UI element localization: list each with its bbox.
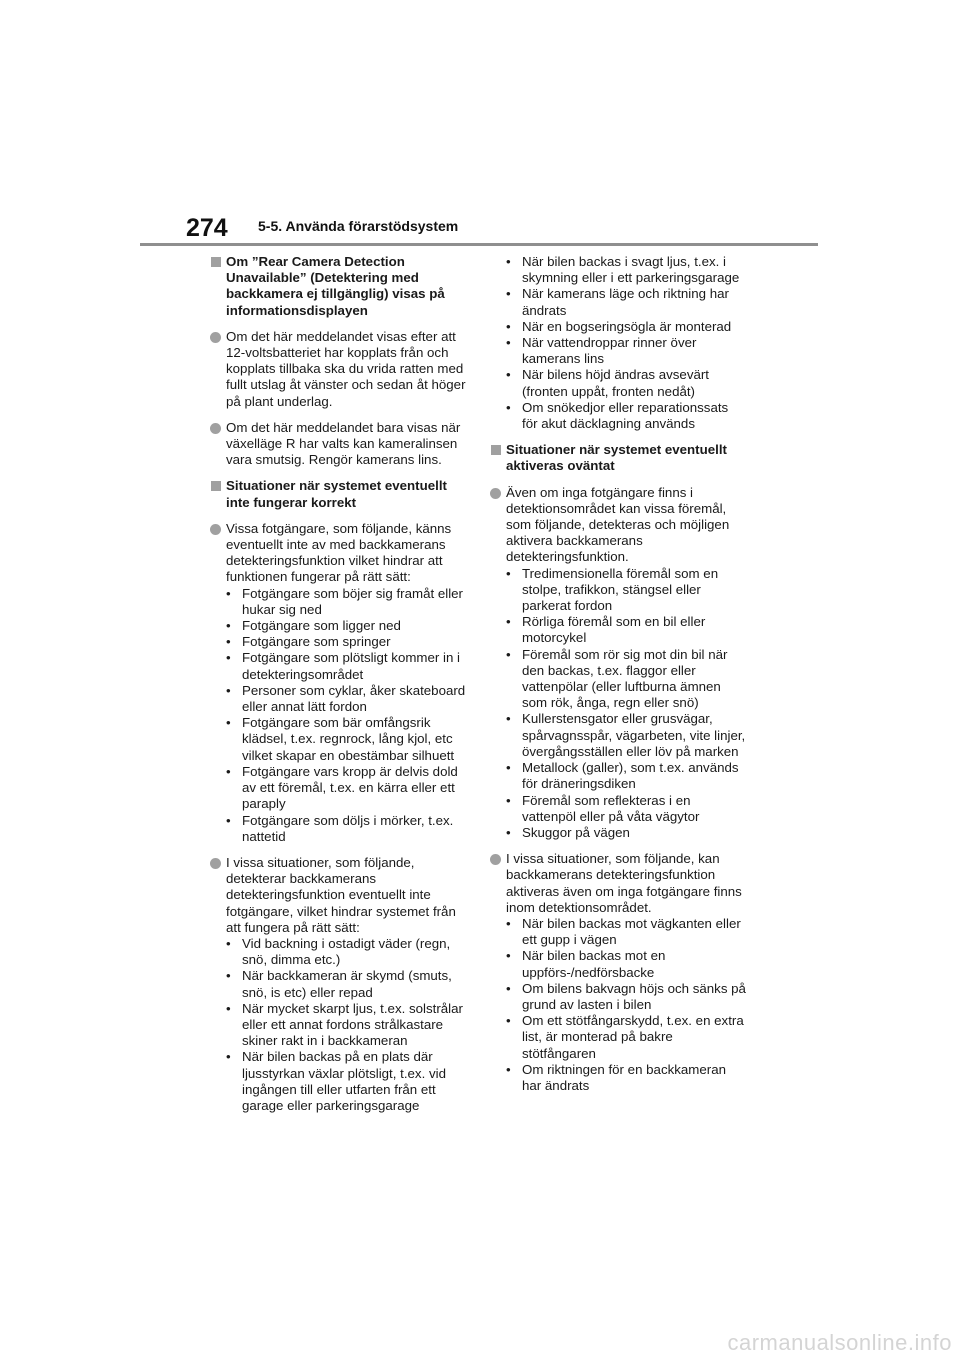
dot-icon: • bbox=[506, 614, 511, 630]
list-item: • Fotgängare som plötsligt kommer in i detekteringsområdet bbox=[226, 650, 461, 682]
dot-icon: • bbox=[506, 824, 511, 840]
list-item: • När vattendroppar rinner över kamerans lins bbox=[506, 335, 697, 367]
dot-icon: • bbox=[506, 286, 511, 302]
circle-bullet-icon bbox=[490, 854, 501, 865]
list-item: • Vid backning i ostadigt väder (regn, snö, dimma etc.) bbox=[226, 935, 451, 968]
list-item: • När bilen backas i svagt ljus, t.ex. i skymning eller i ett parkeringsgarage bbox=[506, 254, 740, 286]
list-item: • När bilens höjd ändras avsevärt (fronten uppåt, fronten nedåt) bbox=[506, 367, 709, 399]
square-bullet-icon bbox=[211, 257, 221, 267]
dot-icon: • bbox=[226, 618, 231, 634]
dot-icon: • bbox=[506, 980, 511, 996]
list-item: • Kullerstensgator eller grusvägar, spårvagnsspår, vägarbeten, vite linjer, övergångsställen eller löv på marken bbox=[506, 711, 746, 759]
list-item: • Fotgängare vars kropp är delvis dold av ett föremål, t.ex. en kärra eller ett paraply bbox=[226, 763, 458, 812]
dot-icon: • bbox=[226, 715, 231, 731]
section-heading: Om ”Rear Camera Detection Unavailable” (Detektering med backkamera ej tillgänglig) visas på informationsdisplayen bbox=[210, 254, 466, 319]
dot-icon: • bbox=[226, 682, 231, 698]
dot-icon: • bbox=[506, 565, 511, 581]
section-heading: Situationer när systemet eventuellt inte fungerar korrekt bbox=[210, 478, 466, 510]
circle-bullet-icon bbox=[210, 332, 221, 343]
paragraph: Om det här meddelandet bara visas när växelläge R har valts kan kameralinsen vara smutsig. Rengör kamerans lins. bbox=[210, 420, 466, 469]
watermark: carmanualsonline.info bbox=[727, 1330, 952, 1355]
section-title: 5-5. Använda förarstödsystem bbox=[258, 218, 459, 234]
page-number: 274 bbox=[186, 214, 228, 242]
dot-icon: • bbox=[506, 711, 511, 727]
list-item: • Om bilens bakvagn höjs och sänks på grund av lasten i bilen bbox=[506, 980, 746, 1012]
list-item: • När backkameran är skymd (smuts, snö, is etc) eller repad bbox=[226, 968, 452, 1000]
dot-icon: • bbox=[226, 650, 231, 666]
dot-icon: • bbox=[506, 399, 511, 415]
list-item: • Skuggor på vägen bbox=[506, 824, 630, 840]
dot-icon: • bbox=[226, 968, 231, 984]
list-item: • Fotgängare som döljs i mörker, t.ex. nattetid bbox=[226, 812, 454, 844]
list-item: • Tredimensionella föremål som en stolpe, trafikkon, stängsel eller parkerat fordon bbox=[506, 565, 719, 614]
list-item: • När bilen backas på en plats där ljusstyrkan växlar plötsligt, t.ex. vid ingången till eller utfarten från ett garage eller parkeringsgarage bbox=[226, 1049, 446, 1113]
dot-icon: • bbox=[226, 935, 231, 951]
dot-icon: • bbox=[226, 812, 231, 828]
dot-icon: • bbox=[506, 792, 511, 808]
list-item: • Om ett stötfångarskydd, t.ex. en extra list, är monterad på bakre stötfångaren bbox=[506, 1013, 744, 1061]
circle-bullet-icon bbox=[490, 488, 501, 499]
dot-icon: • bbox=[226, 1000, 231, 1016]
dot-icon: • bbox=[226, 1049, 231, 1065]
dot-icon: • bbox=[506, 318, 511, 334]
square-bullet-icon bbox=[211, 481, 221, 491]
paragraph: Vissa fotgängare, som följande, känns eventuellt inte av med backkamerans detekteringsfunktion vilket hindrar att funktionen fungerar på rätt sätt: • Fotgängare som böjer sig framåt eller hukar sig ned • Fotgängare som ligger ned • Fotgängare som springer • Fotgängare som plötsligt kommer in i detekteringsområdet • Personer som cyklar, åker skateboard eller annat lätt fordon • Fotgängare som bär omfångsrik klädsel, t.ex. regnrock, lång kjol, etc vilket skapar en obestämbar silhuett • Fotgängare vars kropp är delvis dold av ett föremål, t.ex. en kärra eller ett paraply • Fotgängare som döljs i mörker, t.ex. nattetid bbox=[210, 521, 466, 845]
list-item: • Rörliga föremål som en bil eller motorcykel bbox=[506, 614, 706, 646]
square-bullet-icon bbox=[491, 445, 501, 455]
section-heading: Situationer när systemet eventuellt aktiveras oväntat bbox=[490, 442, 746, 474]
circle-bullet-icon bbox=[210, 858, 221, 869]
left-column bbox=[210, 254, 466, 1124]
list-item: • Fotgängare som ligger ned bbox=[226, 618, 401, 634]
circle-bullet-icon bbox=[210, 423, 221, 434]
list-item: • Personer som cyklar, åker skateboard eller annat lätt fordon bbox=[226, 682, 466, 715]
list-item: • Fotgängare som bär omfångsrik klädsel, t.ex. regnrock, lång kjol, etc vilket skapar en obestämbar silhuett bbox=[226, 715, 455, 763]
paragraph: I vissa situationer, som följande, detekterar backkamerans detekteringsfunktion eventuellt inte fotgängare, vilket hindrar systemet från att fungera på rätt sätt: • Vid backning i ostadigt väder (regn, snö, dimma etc.) • När backkameran är skymd (smuts, snö, is etc) eller repad • När mycket skarpt ljus, t.ex. solstrålar eller ett annat fordons strålkastare skiner rakt in i backkameran • När bilen backas på en plats där ljusstyrkan växlar plötsligt, t.ex. vid ingången till eller utfarten från ett garage eller parkeringsgarage bbox=[210, 855, 466, 1114]
list-item: • När mycket skarpt ljus, t.ex. solstrålar eller ett annat fordons strålkastare skiner rakt in i backkameran bbox=[226, 1000, 463, 1049]
dot-icon: • bbox=[506, 367, 511, 383]
header-rule bbox=[140, 243, 818, 246]
list-item: • Metallock (galler), som t.ex. används för dräneringsdiken bbox=[506, 760, 739, 792]
circle-bullet-icon bbox=[210, 524, 221, 535]
dot-icon: • bbox=[506, 948, 511, 964]
dot-icon: • bbox=[226, 585, 231, 601]
list-item: • Fotgängare som springer bbox=[226, 634, 391, 650]
dot-icon: • bbox=[506, 1061, 511, 1077]
list-item: • Föremål som reflekteras i en vattenpöl eller på våta vägytor bbox=[506, 792, 700, 824]
dot-icon: • bbox=[506, 915, 511, 931]
dot-icon: • bbox=[226, 634, 231, 650]
list-item: • Fotgängare som böjer sig framåt eller hukar sig ned bbox=[226, 585, 463, 617]
list-item: • Föremål som rör sig mot din bil när den backas, t.ex. flaggor eller vattenpölar (eller luftburna ämnen som rök, ånga, regn eller snö) bbox=[506, 646, 728, 711]
paragraph: I vissa situationer, som följande, kan backkamerans detekteringsfunktion aktiveras även om inga fotgängare finns inom detektionsområdet. • När bilen backas mot vägkanten eller ett gupp i vägen • När bilen backas mot en uppförs-/nedförsbacke • Om bilens bakvagn höjs och sänks på grund av lasten i bilen • Om ett stötfångarskydd, t.ex. en extra list, är monterad på bakre stötfångaren • Om riktningen för en backkameran har ändrats bbox=[490, 851, 746, 1094]
dot-icon: • bbox=[506, 760, 511, 776]
dot-icon: • bbox=[506, 254, 511, 269]
continued-list bbox=[490, 254, 746, 432]
list-item: • Om riktningen för en backkameran har ändrats bbox=[506, 1061, 726, 1093]
dot-icon: • bbox=[506, 1013, 511, 1029]
dot-icon: • bbox=[506, 646, 511, 662]
paragraph: Om det här meddelandet visas efter att 12-voltsbatteriet har kopplats från och kopplats tillbaka ska du vrida ratten med fullt utslag åt vänster och sedan åt höger på plant underlag. bbox=[210, 329, 466, 410]
list-item: • När bilen backas mot vägkanten eller ett gupp i vägen bbox=[506, 915, 741, 948]
list-item: • När kamerans läge och riktning har ändrats bbox=[506, 286, 729, 318]
paragraph: Även om inga fotgängare finns i detektionsområdet kan vissa föremål, som följande, detekteras och möjligen aktivera backkamerans detekteringsfunktion. • Tredimensionella föremål som en stolpe, trafikkon, stängsel eller parkerat fordon • Rörliga föremål som en bil eller motorcykel • Föremål som rör sig mot din bil när den backas, t.ex. flaggor eller vattenpölar (eller luftburna ämnen som rök, ånga, regn eller snö) • Kullerstensgator eller grusvägar, spårvagnsspår, vägarbeten, vite linjer, övergångsställen eller löv på marken • Metallock (galler), som t.ex. används för dräneringsdiken • Föremål som reflekteras i en vattenpöl eller på våta vägytor • Skuggor på vägen bbox=[490, 485, 746, 841]
dot-icon: • bbox=[226, 763, 231, 779]
list-item: • När bilen backas mot en uppförs-/nedförsbacke bbox=[506, 948, 666, 980]
list-item: • När en bogseringsögla är monterad bbox=[506, 318, 732, 334]
list-item: • Om snökedjor eller reparationssats för akut däcklagning används bbox=[506, 399, 729, 432]
dot-icon: • bbox=[506, 335, 511, 351]
right-column bbox=[490, 254, 746, 1104]
